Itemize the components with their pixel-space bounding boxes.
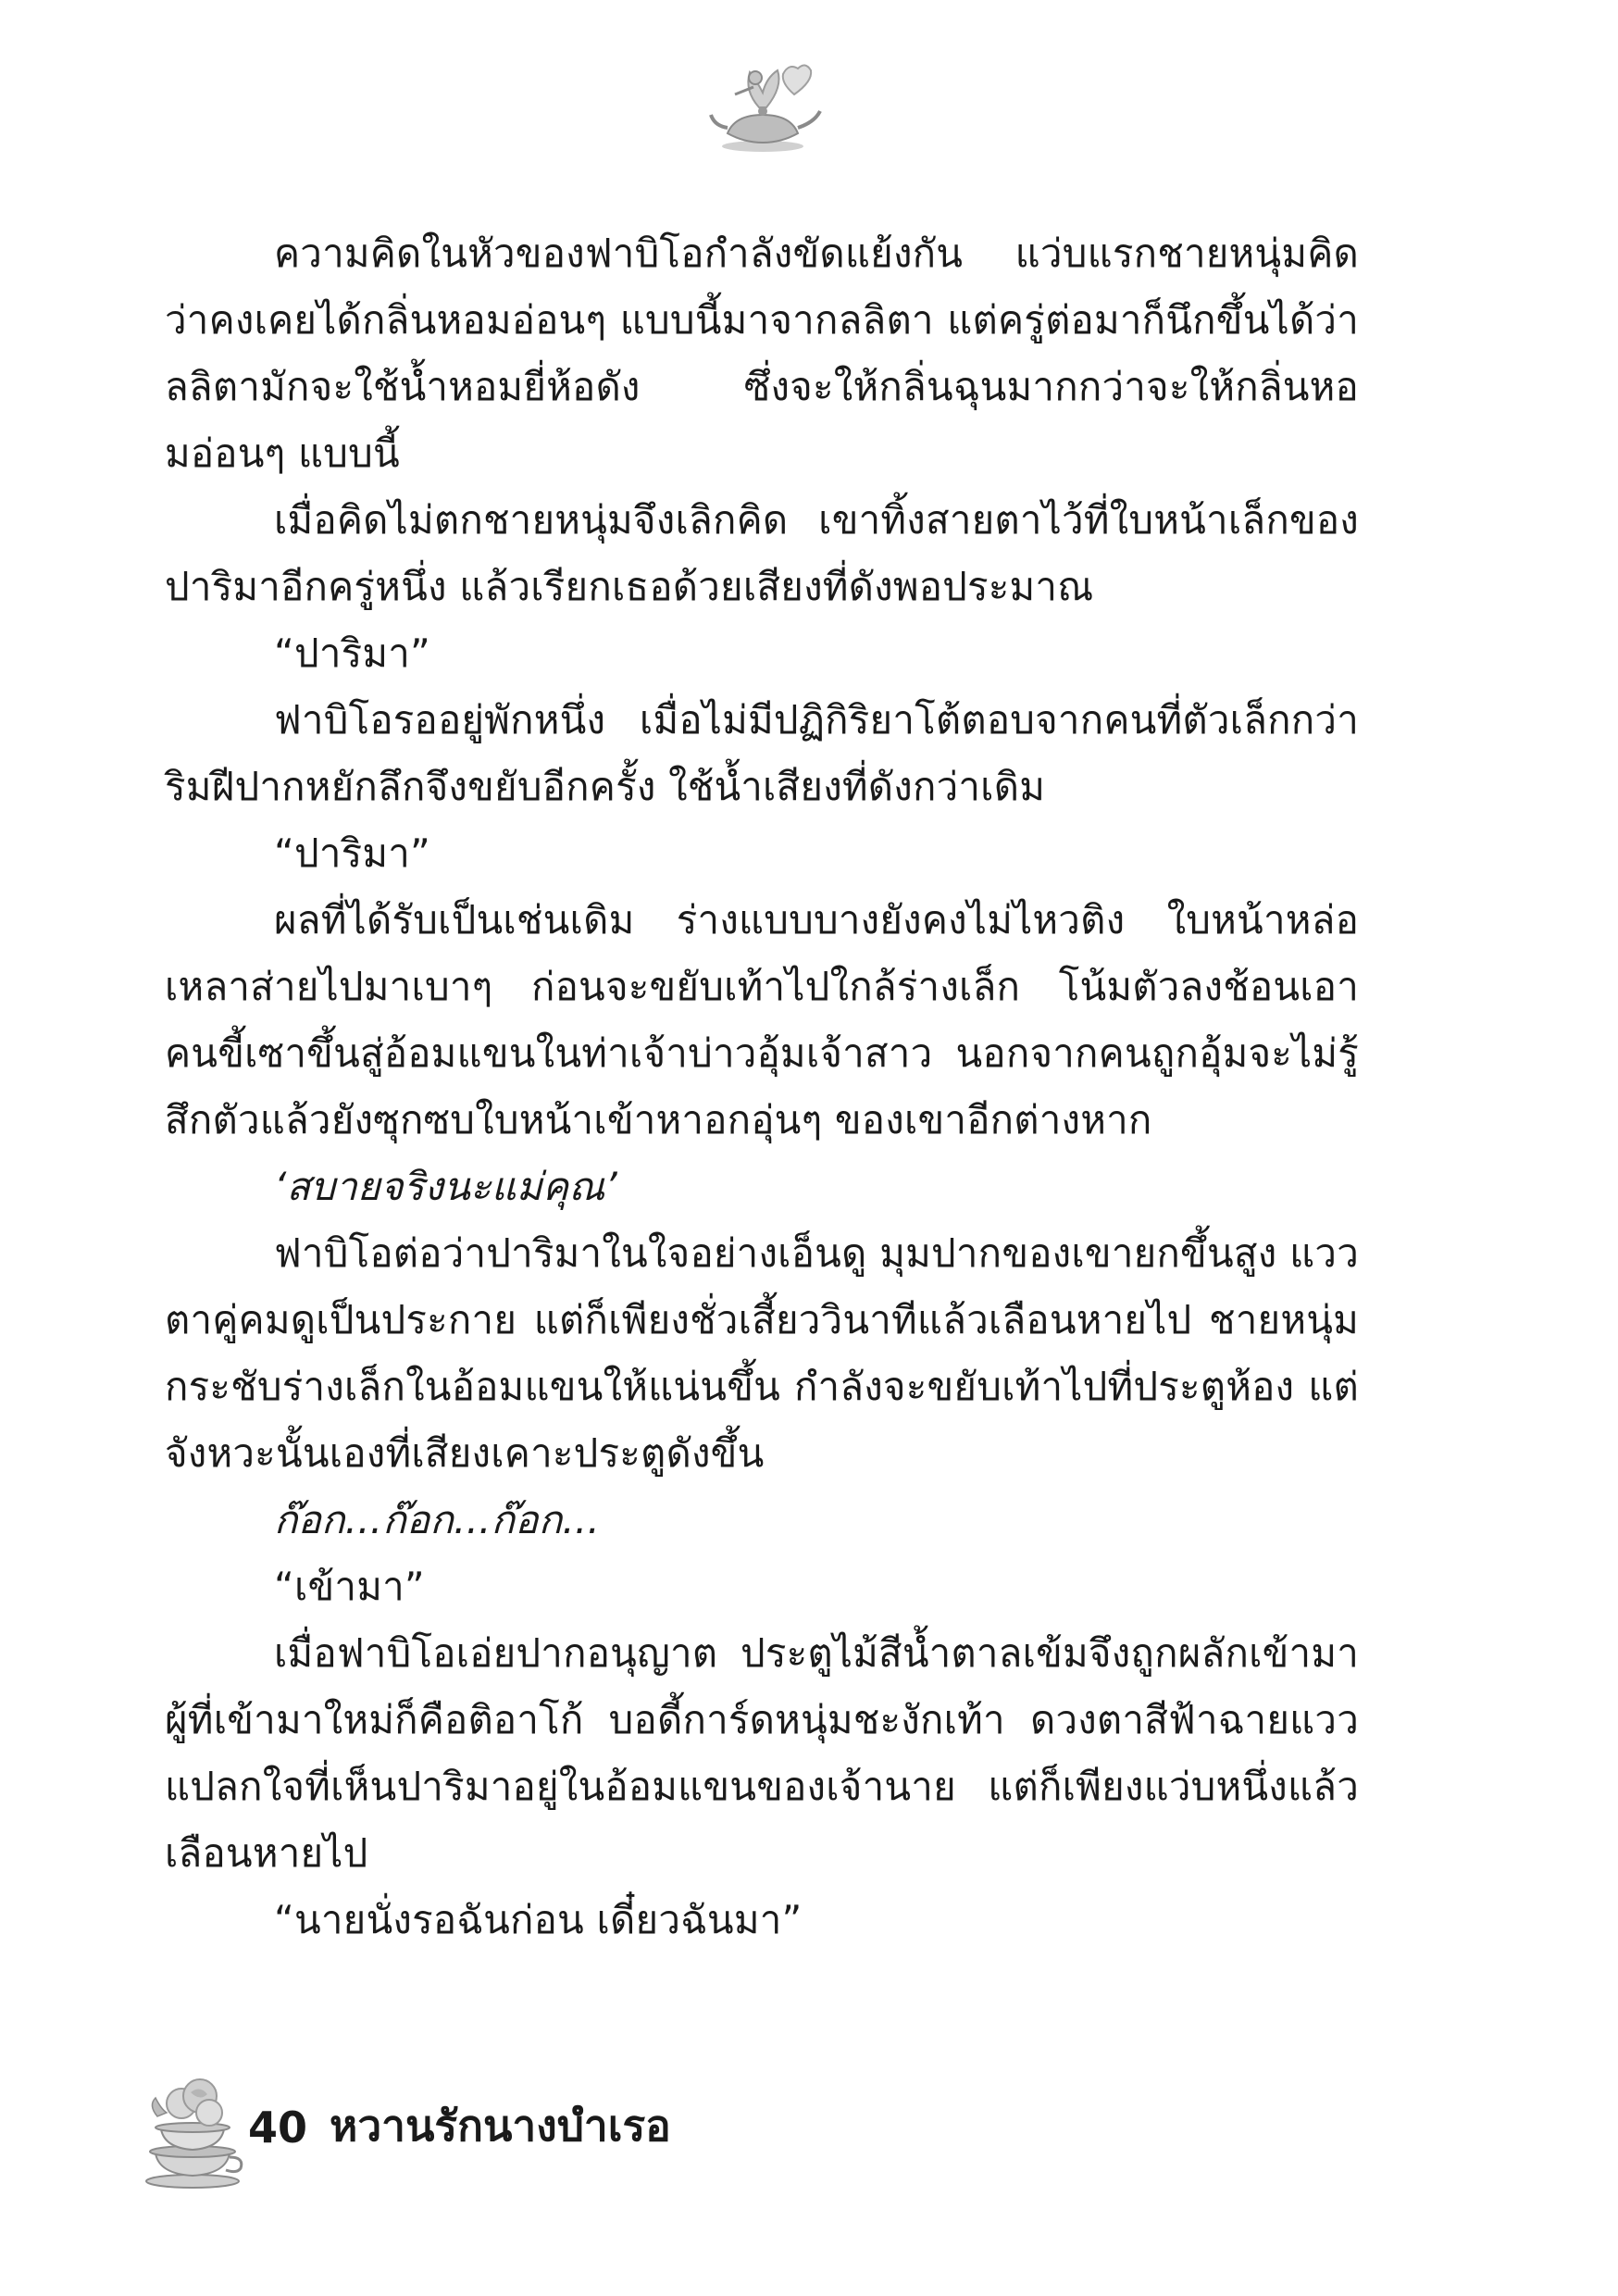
paragraph: ฟาบิโอรออยู่พักหนึ่ง เมื่อไม่มีปฏิกิริยาโต้ตอบจากคนที่ตัวเล็กกว่าริมฝีปากหยักลึกจึงขยับอีกครั้ง ใช้น้ำเสียงที่ดังกว่าเดิม [165,697,1359,809]
paragraph: ฟาบิโอต่อว่าปาริมาในใจอย่างเอ็นดู มุมปากของเขายกขึ้นสูง แววตาคู่คมดูเป็นประกาย แต่ก็เพียงชั่วเสี้ยววินาทีแล้วเลือนหายไป ชายหนุ่มกระชับร่างเล็กในอ้อมแขนให้แน่นขึ้น กำลังจะขยับเท้าไปที่ประตูห้อง แต่จังหวะนั้นเองที่เสียงเคาะประตูดังขึ้น [165,1230,1359,1476]
chapter-text [165,220,1359,1953]
paragraph: ความคิดในหัวของฟาบิโอกำลังขัดแย้งกัน แว่บแรกชายหนุ่มคิดว่าคงเคยได้กลิ่นหอมอ่อนๆ แบบนี้มาจากลลิตา แต่ครู่ต่อมาก็นึกขึ้นได้ว่าลลิตามักจะใช้น้ำหอมยี่ห้อดัง ซึ่งจะให้กลิ่นฉุนมากกว่าจะให้กลิ่นหอมอ่อนๆ แบบนี้ [165,231,1359,476]
paragraph: ผลที่ได้รับเป็นเช่นเดิม ร่างแบบบางยังคงไม่ไหวติง ใบหน้าหล่อเหลาส่ายไปมาเบาๆ ก่อนจะขยับเท้าไปใกล้ร่างเล็ก โน้มตัวลงช้อนเอาคนขี้เซาขึ้นสู่อ้อมแขนในท่าเจ้าบ่าวอุ้มเจ้าสาว นอกจากคนถูกอุ้มจะไม่รู้สึกตัวแล้วยังซุกซบใบหน้าเข้าหาอกอุ่นๆ ของเขาอีกต่างหาก [165,897,1359,1142]
inner-thought: ‘สบายจริงนะแม่คุณ’ [274,1164,617,1209]
teacup-stack-icon [139,2065,250,2190]
dialogue-line: “เข้ามา” [274,1564,425,1609]
page-number: 40 [248,2103,308,2152]
dialogue-line: “ปาริมา” [274,830,430,876]
dialogue-line: “ปาริมา” [274,630,430,676]
paragraph: เมื่อคิดไม่ตกชายหนุ่มจึงเลิกคิด เขาทิ้งสายตาไว้ที่ใบหน้าเล็กของปาริมาอีกครู่หนึ่ง แล้วเรียกเธอด้วยเสียงที่ดังพอประมาณ [165,497,1359,609]
paragraph: เมื่อฟาบิโอเอ่ยปากอนุญาต ประตูไม้สีน้ำตาลเข้มจึงถูกผลักเข้ามาผู้ที่เข้ามาใหม่ก็คือติอาโก้ บอดี้การ์ดหนุ่มชะงักเท้า ดวงตาสีฟ้าฉายแววแปลกใจที่เห็นปาริมาอยู่ในอ้อมแขนของเจ้านาย แต่ก็เพียงแว่บหนึ่งแล้วเลือนหายไป [165,1630,1359,1876]
page-footer [139,2065,972,2194]
book-title: หวานรักนางบำเรอ [330,2101,671,2151]
sound-effect: ก๊อก...ก๊อก...ก๊อก... [274,1497,601,1542]
dialogue-line: “นายนั่งรอฉันก่อน เดี๋ยวฉันมา” [274,1897,803,1942]
cupid-teapot-icon [698,54,828,156]
